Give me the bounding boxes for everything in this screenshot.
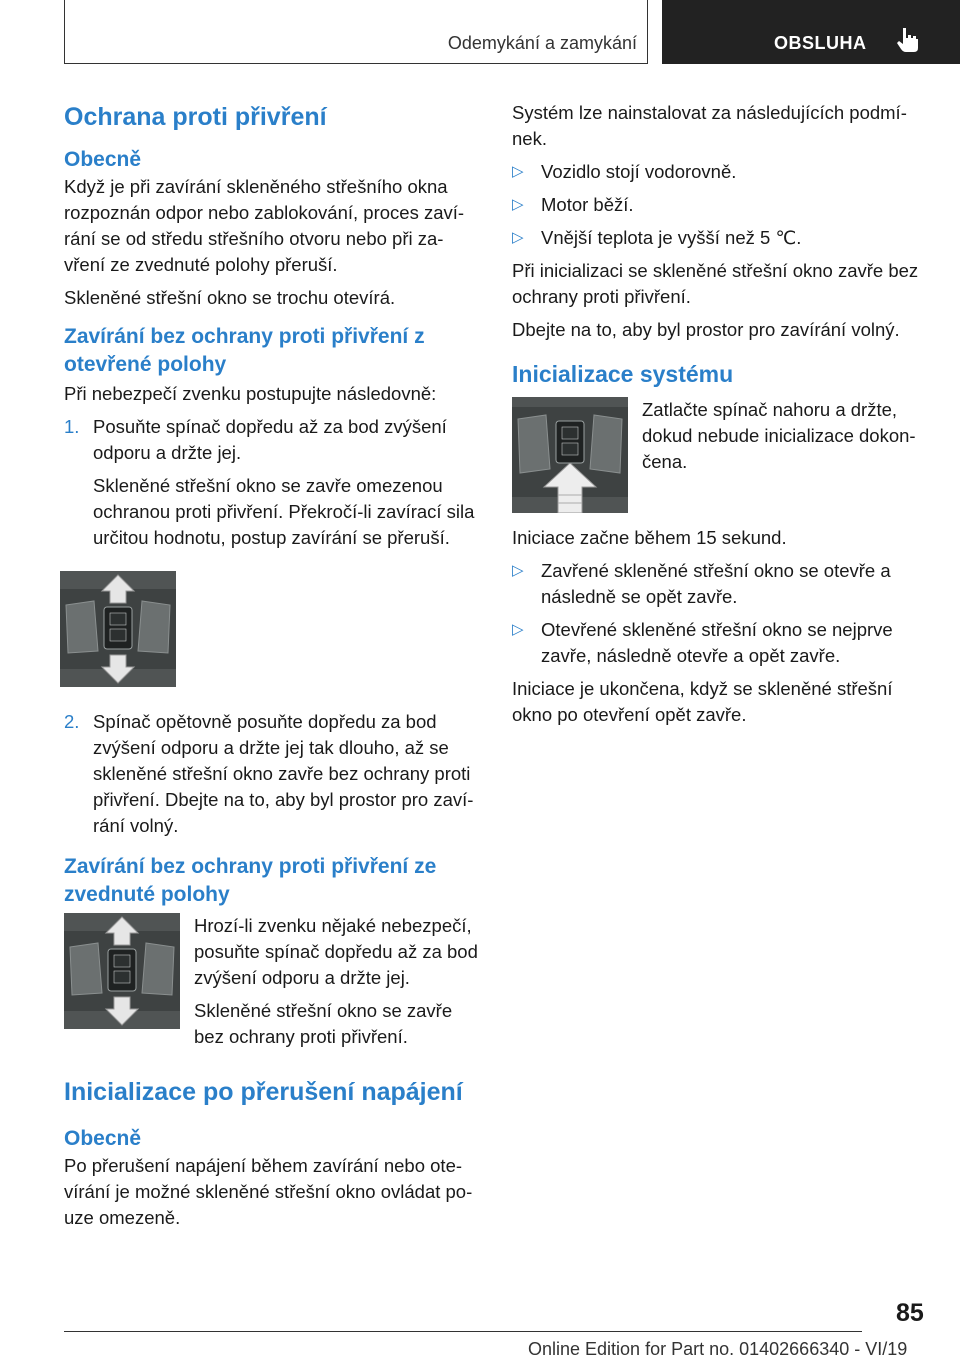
heading-init-after-power-loss: Inicializace po přerušení napájení bbox=[64, 1078, 463, 1106]
sequence-2-text: Otevřené skleněné střešní okno se nejprve zavře, následně otevře a opět zavře. bbox=[541, 619, 893, 666]
init-section bbox=[512, 397, 924, 513]
bullet-triangle-icon: ▷ bbox=[512, 229, 524, 246]
heading-pinch-protection: Ochrana proti přivření bbox=[64, 103, 327, 131]
raised-paragraph-2: Skleněné střešní okno se zavře bez ochrany proti přivření. bbox=[194, 1000, 453, 1047]
condition-1 bbox=[512, 159, 924, 185]
paragraph-end: Iniciace je ukončena, když se skleněné střešní okno po otevření opět zavře. bbox=[512, 678, 893, 725]
footer-divider bbox=[64, 1331, 862, 1332]
paragraph-install-conditions: Systém lze nainstalovat za následujících podmí-nek. bbox=[512, 102, 907, 149]
step-2-number: 2. bbox=[64, 711, 80, 732]
condition-3-text: Vnější teplota je vyšší než 5 ℃. bbox=[541, 227, 802, 248]
section-title: Odemykání a zamykání bbox=[447, 33, 637, 53]
page-number: 85 bbox=[896, 1299, 924, 1327]
paragraph-start: Iniciace začne během 15 sekund. bbox=[512, 527, 787, 548]
sequence-1-text: Zavřené skleněné střešní okno se otevře a následně se opět zavře. bbox=[541, 560, 891, 607]
chapter-tab[interactable] bbox=[662, 0, 960, 64]
raised-paragraph-1: Hrozí-li zvenku nějaké nebezpečí, posuňte spínač dopředu až za bod zvýšení odporu a držte jej. bbox=[194, 915, 478, 988]
step-1-number: 1. bbox=[64, 416, 80, 437]
step-1-text: Posuňte spínač dopředu až za bod zvýšení odporu a držte jej. bbox=[93, 416, 447, 463]
condition-1-text: Vozidlo stojí vodorovně. bbox=[541, 161, 737, 182]
sequence-1 bbox=[512, 558, 924, 610]
bullet-triangle-icon: ▷ bbox=[512, 163, 524, 180]
paragraph-init-close: Při inicializaci se skleněné střešní okno zavře bez ochrany proti přivření. bbox=[512, 260, 919, 307]
bullet-triangle-icon: ▷ bbox=[512, 621, 524, 638]
heading-general-2: Obecně bbox=[64, 1127, 142, 1150]
header-section-box bbox=[64, 0, 648, 64]
pointing-hand-icon bbox=[895, 26, 921, 54]
step-2-text: Spínač opětovně posuňte dopředu za bod zvýšení odporu a držte jej tak dlouho, až se skleněné střešní okno zavře bez ochrany proti přivření. Dbejte na to, aby byl prostor pro zaví-rání volný. bbox=[93, 711, 474, 836]
paragraph-danger: Při nebezpečí zvenku postupujte následovně: bbox=[64, 383, 437, 404]
condition-2-text: Motor běží. bbox=[541, 194, 634, 215]
heading-close-from-raised: Zavírání bez ochrany proti přivření ze zvednuté polohy bbox=[64, 855, 437, 906]
condition-2 bbox=[512, 192, 924, 218]
heading-system-init: Inicializace systému bbox=[512, 361, 734, 387]
switch-figure-forward bbox=[60, 571, 176, 687]
bullet-triangle-icon: ▷ bbox=[512, 196, 524, 213]
raised-section bbox=[64, 913, 478, 1057]
init-instruction: Zatlačte spínač nahoru a držte, dokud nebude inicializace dokon-čena. bbox=[642, 399, 916, 472]
step-1-result: Skleněné střešní okno se zavře omezenou ochranou proti přivření. Překročí-li zavírací sila určitou hodnotu, postup zavírání se přeruší. bbox=[93, 475, 475, 548]
switch-figure-raised bbox=[64, 913, 180, 1029]
paragraph-space: Dbejte na to, aby byl prostor pro zavírání volný. bbox=[512, 319, 900, 340]
left-column bbox=[64, 100, 478, 1238]
heading-close-from-open: Zavírání bez ochrany proti přivření z otevřené polohy bbox=[64, 325, 425, 376]
paragraph-general-1: Když je při zavírání skleněného střešního okna rozpoznán odpor nebo zablokování, proces zaví-rání se od středu střešního otvoru nebo při za-vření ze zvednuté polohy přeruší. bbox=[64, 176, 465, 275]
right-column bbox=[512, 100, 924, 735]
paragraph-general-2: Skleněné střešní okno se trochu otevírá. bbox=[64, 287, 396, 308]
step-2 bbox=[64, 709, 478, 839]
paragraph-power: Po přerušení napájení během zavírání nebo ote-vírání je možné skleněné střešní okno ovládat po-uze omezeně. bbox=[64, 1155, 473, 1228]
edition-info: Online Edition for Part no. 01402666340 - VI/19 bbox=[528, 1339, 908, 1359]
condition-3 bbox=[512, 225, 924, 251]
switch-figure-up bbox=[512, 397, 628, 513]
sequence-2 bbox=[512, 617, 924, 669]
chapter-tab-label: OBSLUHA bbox=[774, 33, 867, 53]
bullet-triangle-icon: ▷ bbox=[512, 562, 524, 579]
step-1 bbox=[64, 414, 478, 466]
heading-general: Obecně bbox=[64, 148, 142, 171]
